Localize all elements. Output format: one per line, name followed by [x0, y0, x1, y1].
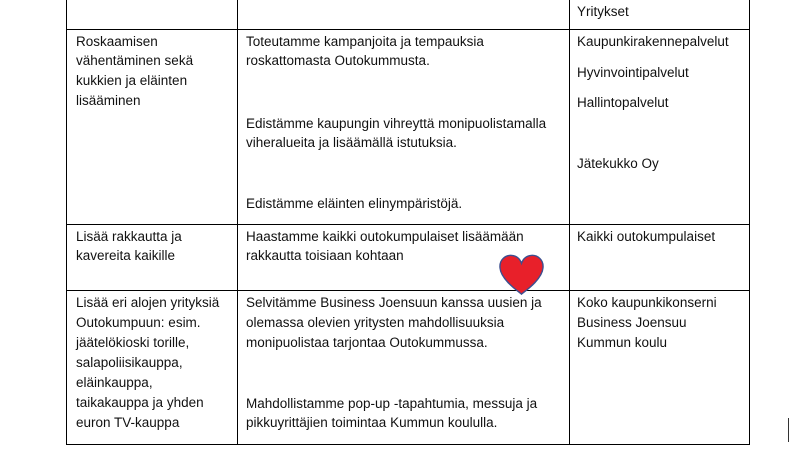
- responsible-text: Kaupunkirakennepalvelut: [577, 34, 729, 49]
- action-text: olemassa olevien yritysten mahdollisuuksia: [246, 315, 505, 330]
- table-row-border: [66, 29, 750, 30]
- action-text: Haastamme kaikki outokumpulaiset lisäämään: [246, 229, 524, 244]
- action-text: Edistämme eläinten elinympäristöjä.: [246, 196, 463, 211]
- goal-text: eläinkauppa,: [76, 375, 153, 390]
- responsible-text: Hyvinvointipalvelut: [577, 65, 689, 80]
- action-text: Toteutamme kampanjoita ja tempauksia: [246, 34, 484, 49]
- goal-text: euron TV-kauppa: [76, 415, 180, 430]
- responsible-text: Hallintopalvelut: [577, 95, 669, 110]
- goal-text: lisääminen: [76, 93, 141, 108]
- table-column-divider-1: [237, 0, 238, 445]
- heart-shape: [500, 255, 543, 294]
- page-edge-mark: [788, 418, 789, 442]
- table-bottom-border: [66, 444, 750, 445]
- table-right-border: [749, 0, 750, 445]
- goal-text: jäätelökioski torille,: [76, 335, 190, 350]
- table-column-divider-2: [569, 0, 570, 445]
- responsible-text: Kummun koulu: [577, 335, 668, 350]
- goal-text: taikakauppa ja yhden: [76, 395, 204, 410]
- goal-text: kukkien ja eläinten: [76, 73, 188, 88]
- action-text: roskattomasta Outokummusta.: [246, 53, 430, 68]
- goal-text: salapoliisikauppa,: [76, 355, 183, 370]
- action-text: Selvitämme Business Joensuun kanssa uusien ja: [246, 295, 542, 310]
- goal-text: vähentäminen sekä: [76, 53, 194, 68]
- responsible-text: Business Joensuu: [577, 315, 687, 330]
- responsible-text: Jätekukko Oy: [577, 156, 659, 171]
- table-row-border: [66, 224, 750, 225]
- action-text: Edistämme kaupungin vihreyttä monipuolistamalla: [246, 116, 547, 131]
- action-text: rakkautta toisiaan kohtaan: [246, 248, 404, 263]
- goal-text: Lisää eri alojen yrityksiä: [76, 295, 220, 310]
- cell-text: Yritykset: [577, 4, 629, 19]
- action-text: monipuolistaa tarjontaa Outokummussa.: [246, 335, 488, 350]
- goal-text: Lisää rakkautta ja: [76, 229, 182, 244]
- responsible-text: Kaikki outokumpulaiset: [577, 229, 716, 244]
- action-text: Mahdollistamme pop-up -tapahtumia, messuja ja: [246, 396, 538, 411]
- table-row-border: [66, 290, 750, 291]
- goal-text: kavereita kaikille: [76, 248, 176, 263]
- responsible-text: Koko kaupunkikonserni: [577, 295, 717, 310]
- goal-text: Roskaamisen: [76, 34, 158, 49]
- heart-icon: [498, 254, 545, 296]
- goal-text: Outokumpuun: esim.: [76, 315, 201, 330]
- action-text: pikkuyrittäjien toimintaa Kummun koululla.: [246, 415, 498, 430]
- table-left-border: [66, 0, 67, 445]
- action-text: viheralueita ja lisäämällä istutuksia.: [246, 135, 457, 150]
